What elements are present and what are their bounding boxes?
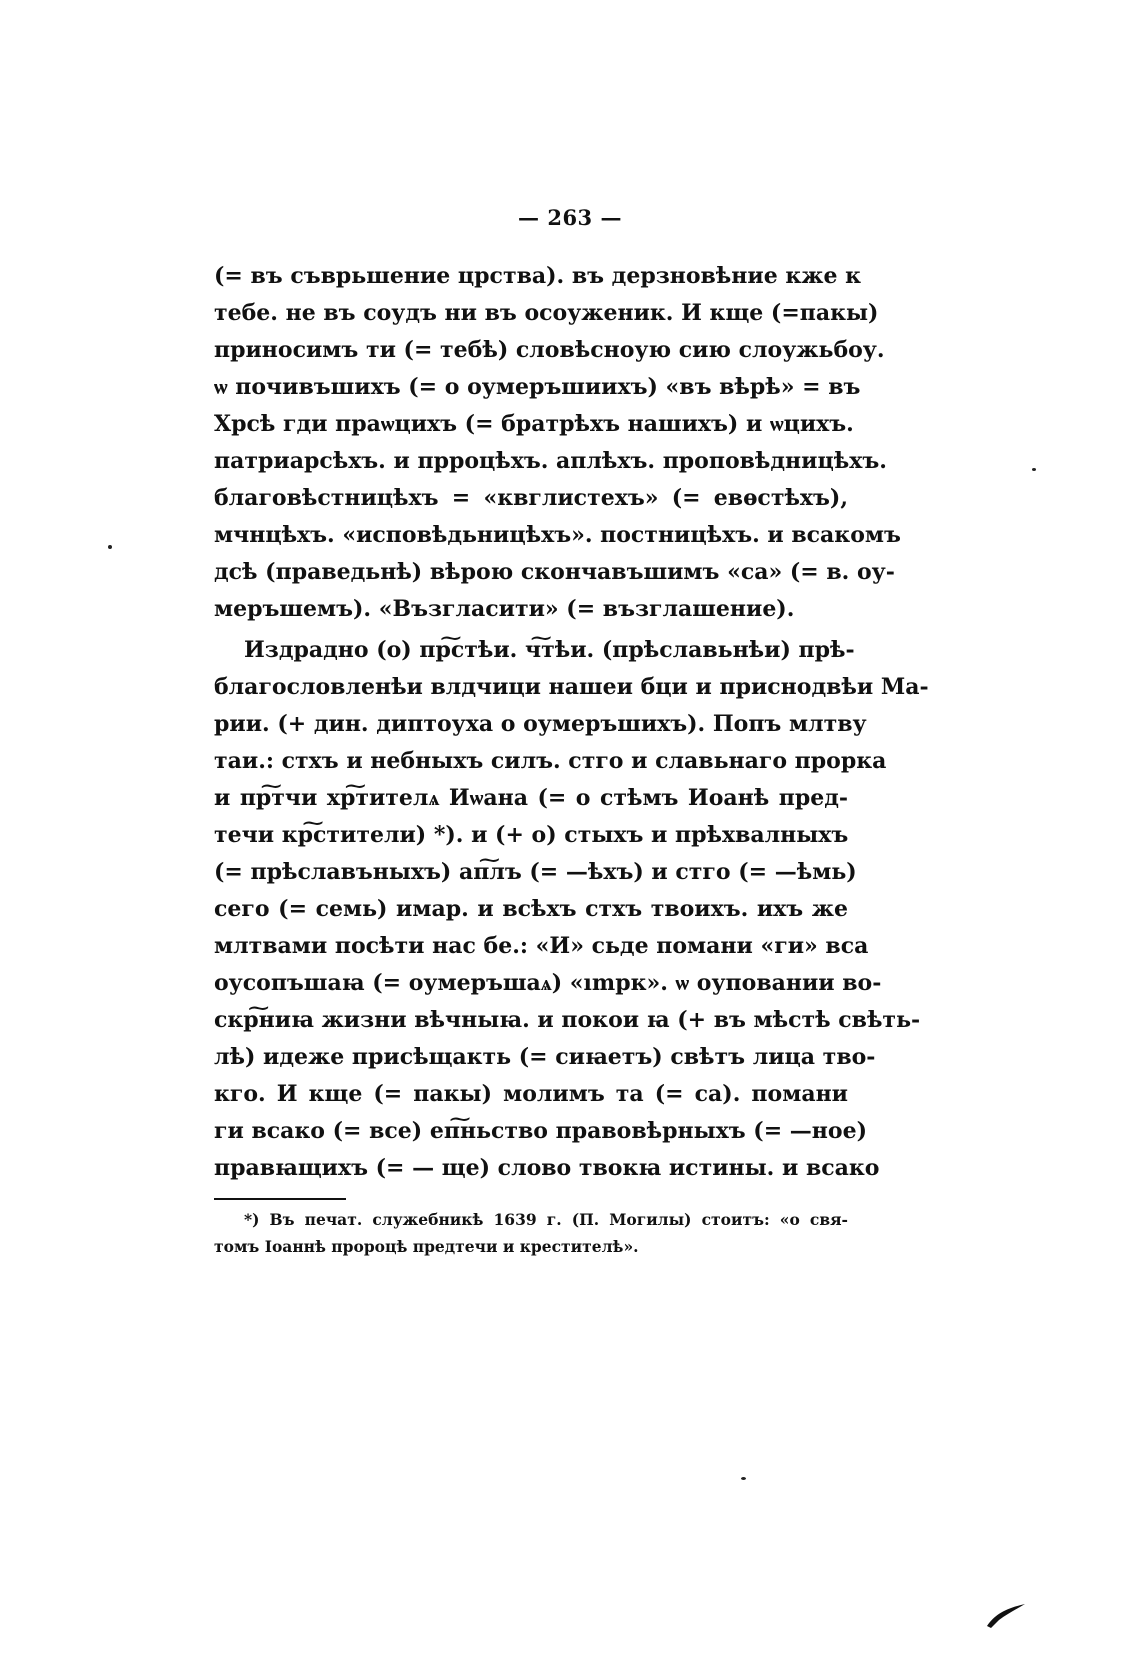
text-line: течи кр͠стители) *). и (+ о) стыхъ и прѣхвалныхъ (214, 822, 849, 848)
scan-mark (985, 1600, 1027, 1630)
text-line: кго. И кще (= пакы) молимъ та (= са). помани (214, 1081, 848, 1107)
text-line: дсѣ (праведьнѣ) вѣрою скончавъшимъ «са» (= в. оу- (214, 559, 895, 585)
text-line: мчнцѣхъ. «исповѣдьницѣхъ». постницѣхъ. и всакомъ (214, 522, 901, 548)
text-line: ѡ почивъшихъ (= о оумеръшиихъ) «въ вѣрѣ» = въ (214, 374, 861, 400)
text-line: сего (= семь) имар. и всѣхъ стхъ твоихъ. ихъ же (214, 896, 848, 922)
text-line: тебе. не въ соудъ ни въ осоуженик. И кще (=пакы) (214, 300, 879, 326)
paragraph-2 (214, 632, 929, 1187)
footnote-line: томъ Іоаннѣ пророцѣ предтечи и крестителѣ». (214, 1237, 639, 1256)
paragraph-1 (214, 258, 901, 628)
text-line: благовѣстницѣхъ = «квглистехъ» (= евѳстѣхъ), (214, 485, 848, 511)
text-line: Хрсѣ гди праѡцихъ (= братрѣхъ нашихъ) и ѡцихъ. (214, 411, 854, 437)
text-line: таи.: стхъ и небныхъ силъ. стго и славьнаго прорка (214, 748, 887, 774)
text-line: (= въ съврьшение црства). въ дерзновѣние кже к (214, 263, 862, 289)
scan-speck (741, 1477, 746, 1480)
text-line: млтвами посѣти нас бе.: «И» сьде помани «ги» вса (214, 933, 869, 959)
text-line: лѣ) идеже присѣщакть (= сиꙗетъ) свѣтъ лица тво- (214, 1044, 876, 1070)
text-line: патриарсѣхъ. и прроцѣхъ. аплѣхъ. проповѣдницѣхъ. (214, 448, 887, 474)
text-line: рии. (+ дин. диптоуха о оумеръшихъ). Попъ млтву (214, 711, 867, 737)
text-line: Издрадно (о) пр͠стѣи. ч͠тѣи. (прѣславьнѣи) прѣ- (244, 637, 855, 663)
text-line: правꙗщихъ (= — ще) слово твокꙗ истины. и всако (214, 1155, 880, 1181)
footnote-divider (214, 1198, 346, 1200)
text-line: ги всако (= все) еп͠ньство правовѣрныхъ (= —ное) (214, 1118, 867, 1144)
footnote-line: *) Въ печат. служебникѣ 1639 г. (П. Могилы) стоитъ: «о свя- (244, 1210, 848, 1229)
text-line: приносимъ ти (= тебѣ) словѣсноую сию слоужьбоу. (214, 337, 885, 363)
footnote (214, 1206, 848, 1260)
text-line: и пр͠тчи хр͠тителѧ Иѡана (= о стѣмъ Иоанѣ пред- (214, 785, 848, 811)
text-line: благословленѣи влдчици нашеи бци и приснодвѣи Ма- (214, 674, 929, 700)
text-line: скр͠ниꙗ жизни вѣчныꙗ. и покои ꙗ (+ въ мѣстѣ свѣть- (214, 1007, 921, 1033)
scan-speck (108, 545, 112, 549)
page-number: — 263 — (518, 205, 622, 230)
scan-speck (1032, 468, 1036, 471)
text-line: (= прѣславъныхъ) ап͠лъ (= —ѣхъ) и стго (= —ѣмь) (214, 859, 857, 885)
text-line: меръшемъ). «Възгласити» (= възглашение). (214, 596, 795, 622)
main-text (214, 258, 929, 1187)
text-line: оусопъшаꙗ (= оумеръшаѧ) «ımрк». ѡ оуповании во- (214, 970, 882, 996)
